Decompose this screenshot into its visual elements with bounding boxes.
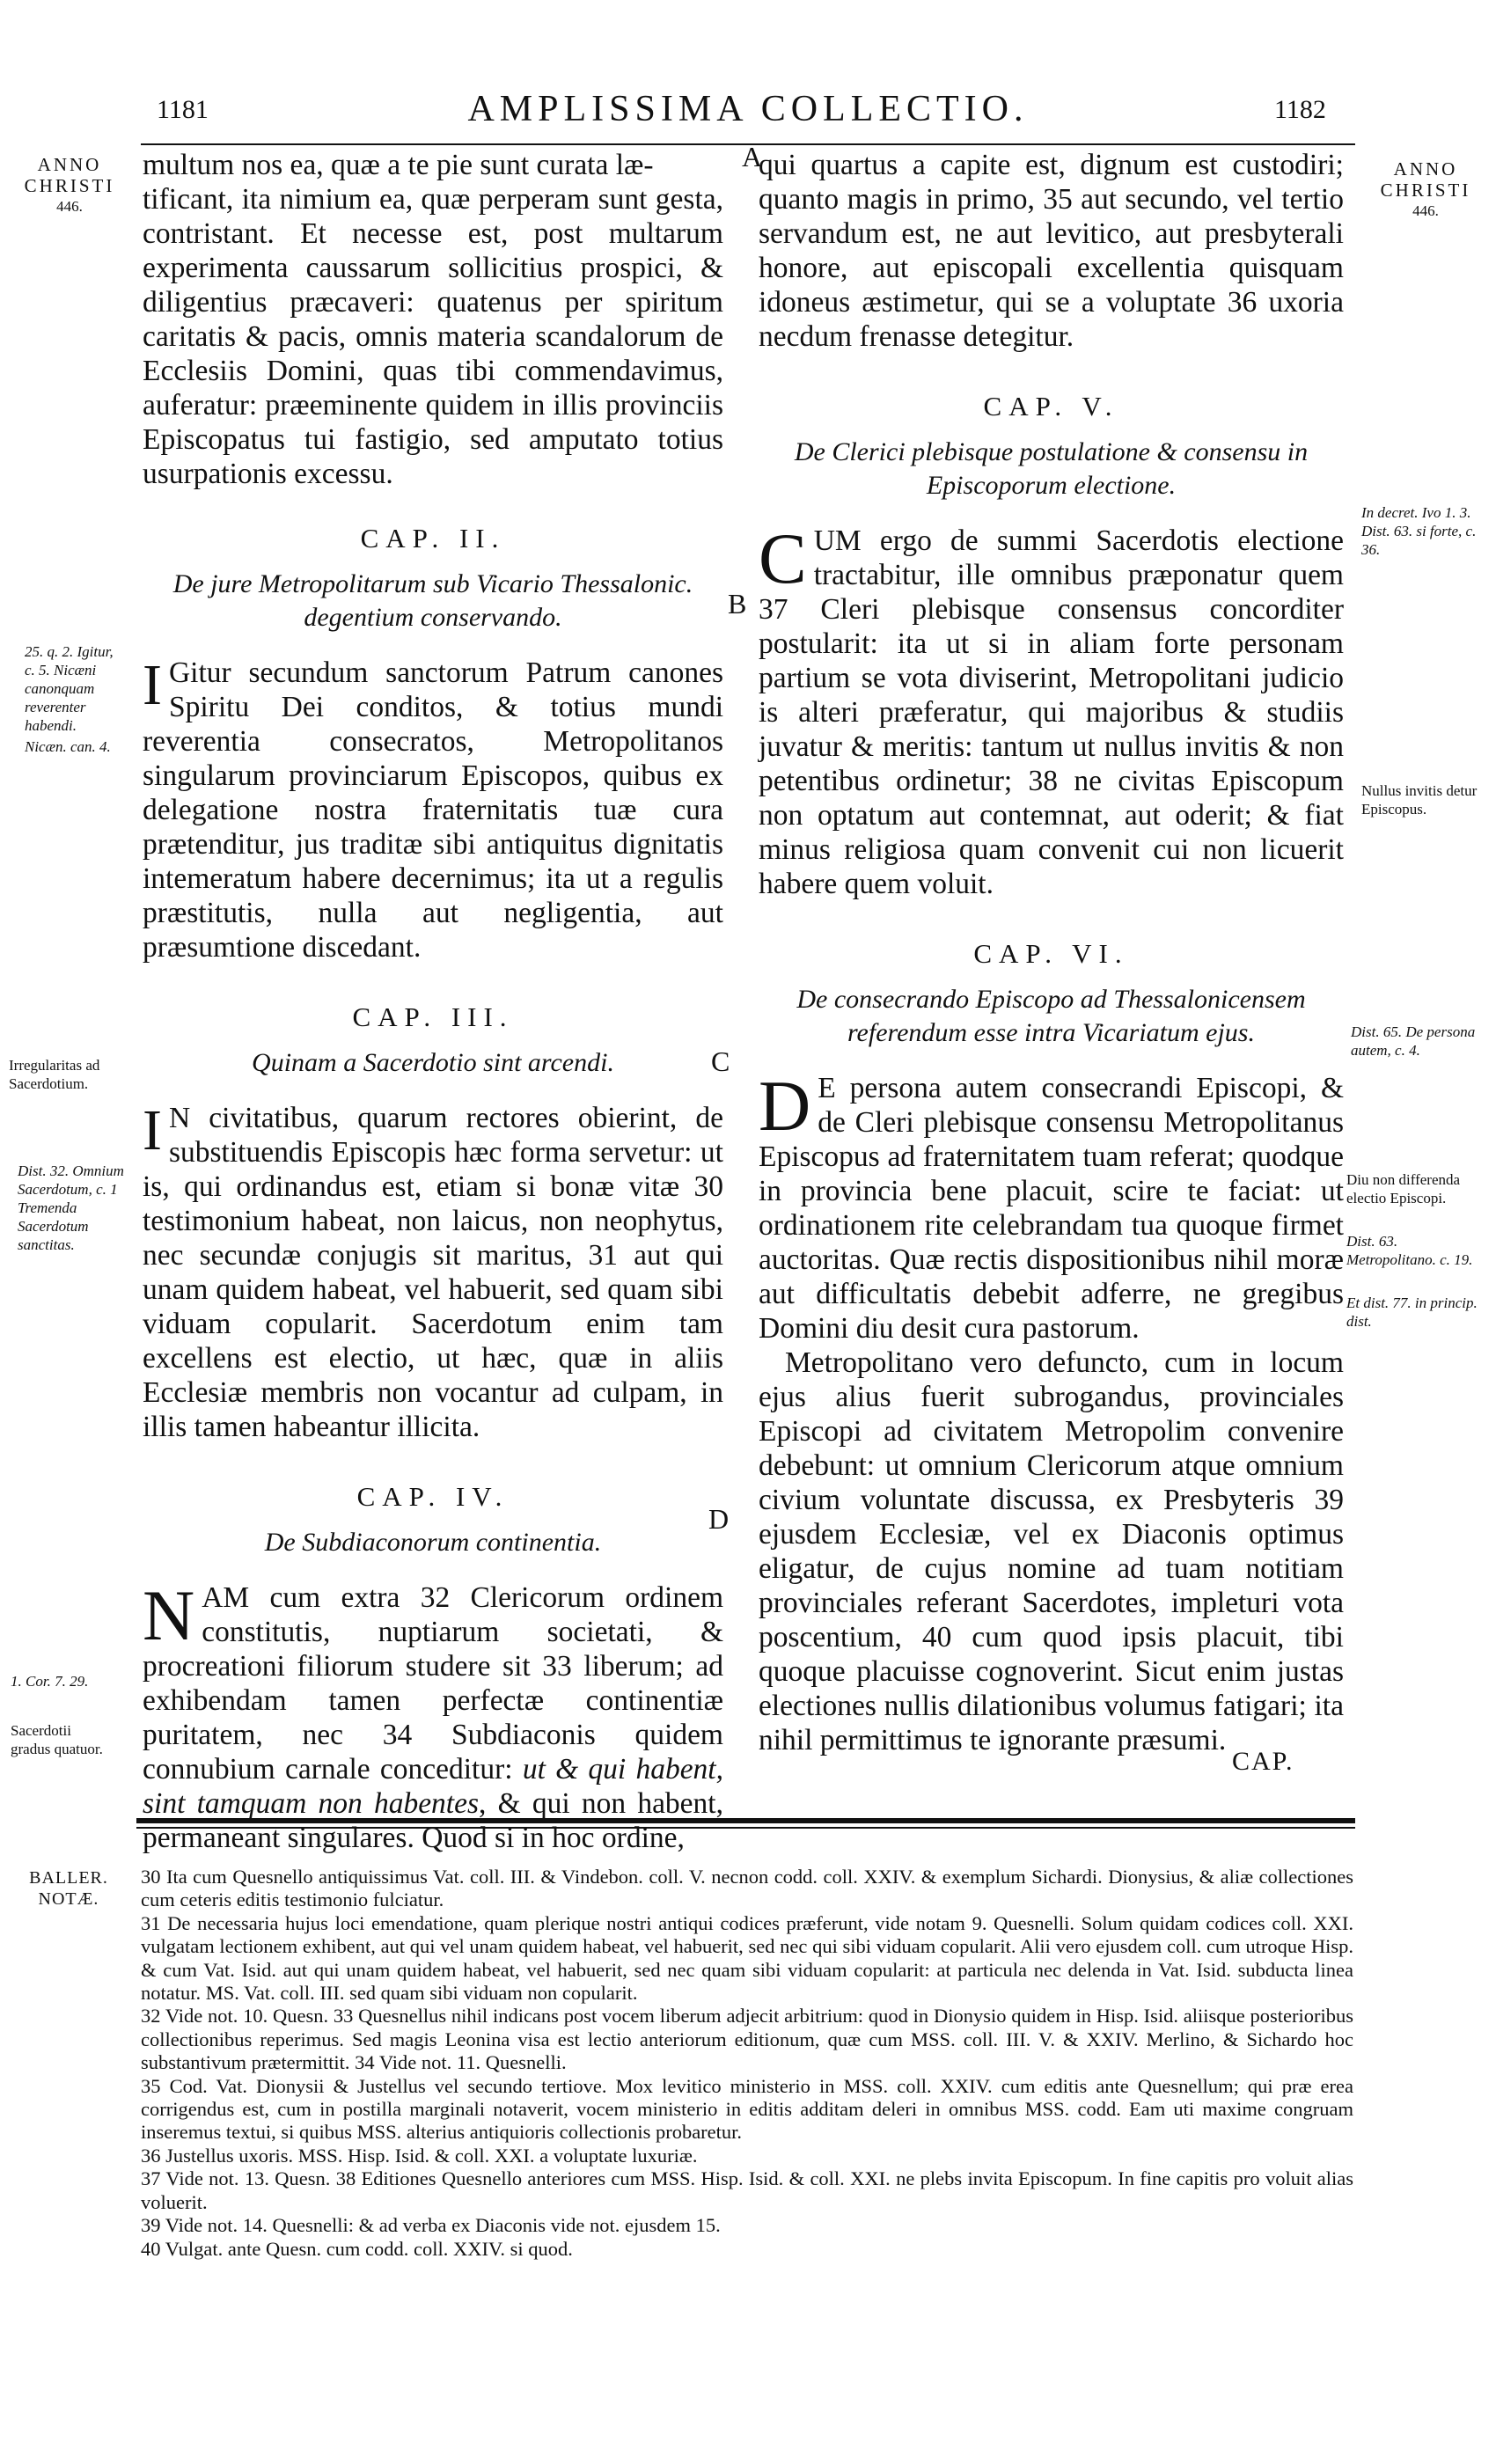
drop-cap: I [143,1098,162,1162]
margin-note: Irregularitas ad Sacerdotium. [9,1057,100,1092]
paragraph: qui quartus a capite est, dignum est custodiri; quanto magis in primo, 35 aut secundo, vel tertio servandum est, ne aut levitico, aut presbyterali honore, aut episcopali excellentia quisquam idoneus æstimetur, qui se a voluptate 36 uxoria necdum frenasse detegitur. [759,149,1344,353]
paragraph: E persona autem consecrandi Episcopi, & de Cleri plebisque consensu Metropolitanus Episcopus ad fraternitatem tuam referat; quodque in provincia bene placuit, scire te faciat: ut ordinationem rite celebrandam tua quoque firmet auctoritas. Quæ rectis dispositionibus nihil moræ aut difficultatis debebit adferre, ne gregibus Domini diu desit cura pastorum. [759,1072,1344,1345]
notes-label-line: NOTÆ. [38,1889,99,1909]
right-column [759,148,1344,1757]
margin-note: Et dist. 77. in princip. dist. [1346,1294,1478,1330]
italic-quote: ut & qui habent, sint tamquam non habentes [143,1753,723,1820]
column-letter: B [728,588,747,620]
left-column [143,148,723,1855]
page-number-right: 1182 [1274,95,1326,124]
paragraph: AM cum extra 32 Clericorum ordinem constitutis, nuptiarum societati, & procreationi filiorum studere sit 33 liberum; ad exhibendam tamen perfectæ continentiæ puritatem, nec 34 Subdiaconis quidem connubium carnale conceditur: [143,1581,723,1786]
drop-cap: C [759,518,807,598]
anno-label: ANNO [37,154,102,175]
column-letter: D [708,1503,730,1535]
paragraph: Gitur secundum sanctorum Patrum canones Spiritu Dei conditos, & totius mundi reverentia consecratos, Metropolitanos singularum provinciarum Episcopos, quibus ex delegatione nostra fraternitatis tuæ cura prætenditur, jus traditæ sibi antiquitus dignitatis intemeratum habere decernimus; ita ut a regulis præstitutis, nulla aut negligentia, aut præsumtione discedant. [143,656,723,964]
paragraph: multum nos ea, quæ a te pie sunt curata læ- [143,149,654,181]
margin-note: 25. q. 2. Igitur, c. 5. Nicæni canonquam reverenter habendi. [25,643,114,734]
margin-note: 1. Cor. 7. 29. [11,1673,89,1690]
footnote-rule-thin [136,1827,1355,1829]
catchword: CAP. [1232,1747,1294,1776]
anno-label: ANNO [1393,158,1458,180]
margin-note: Nullus invitis detur Episcopus. [1361,782,1478,818]
footnote: 39 Vide not. 14. Quesnelli: & ad verba ex Diaconis vide not. ejusdem 15. [141,2214,721,2237]
anno-year: 446. [56,198,83,215]
footnote-rule-thick [136,1818,1355,1823]
notes-label [7,1867,130,1910]
paragraph: , & qui non habent, permaneant singulares. Quod si in hoc ordine, [143,1787,723,1854]
chapter-heading: CAP. IV. [356,1481,510,1512]
paragraph: UM ergo de summi Sacerdotis electione tractabitur, ille omnibus præponatur quem 37 Cleri plebisque consensus concorditer postularit: ita ut si in aliam forte personam partium se vota diviserint, Metropolitani judicio is alteri præferatur, qui majoribus & studiis juvatur & meritis: tantum ut nullus invitis & non petentibus ordinetur; 38 ne civitas Episcopum non optatum aut contemnat, aut oderit; & fiat minus religiosa quam convenit cui non licuerit habere quem voluit. [759,524,1344,900]
chapter-subtitle: De Clerici plebisque postulatione & consensu in Episcoporum electione. [794,437,1309,500]
footnote: 30 Ita cum Quesnello antiquissimus Vat. coll. III. & Vindebon. coll. V. necnon codd. coll. XXIV. & exemplum Sichardi. Dionysius, & aliæ collectiones cum ceteris editis testimonio fulciatur. [141,1866,1353,1911]
anno-year: 446. [1412,202,1439,219]
anno-right [1355,158,1496,222]
footnote: 40 Vulgat. ante Quesn. cum codd. coll. XXIV. si quod. [141,2237,573,2260]
drop-cap: I [143,653,162,717]
margin-note: Sacerdotii gradus quatuor. [11,1722,103,1757]
anno-label: CHRISTI [24,175,115,196]
margin-note: Dist. 65. De persona autem, c. 4. [1351,1023,1476,1059]
margin-note: In decret. Ivo 1. 3. Dist. 63. si forte, c. 36. [1361,504,1477,558]
page-title: AMPLISSIMA COLLECTIO. [467,89,1029,129]
footnotes [141,1866,1353,2261]
margin-note: Nicæn. can. 4. [25,738,111,755]
margin-note: Diu non differenda electio Episcopi. [1346,1171,1461,1206]
column-letter: C [711,1045,730,1077]
footnote: 35 Cod. Vat. Dionysii & Justellus vel secundo tertiove. Mox levitico ministerio in MSS. coll. XXIV. cum editis ante Quesnellum; qui præ erea corrigendus est, cum in postilla marginali notaverit, vocem ministerio in editis additam deleri in omnibus MSS. codd. Eam uti maxime congruam inseremus textui, si quibus MSS. alterius antiquioris collectionis probaretur. [141,2074,1353,2144]
margin-note: Dist. 32. Omnium Sacerdotum, c. 1 Tremenda Sacerdotum sanctitas. [18,1162,124,1253]
chapter-heading: CAP. II. [360,523,506,554]
chapter-heading: CAP. VI. [973,938,1129,969]
chapter-subtitle: Quinam a Sacerdotio sint arcendi. [252,1048,614,1077]
anno-left [0,154,139,217]
footnote: 36 Justellus uxoris. MSS. Hisp. Isid. & coll. XXI. a voluptate luxuriæ. [141,2144,698,2167]
chapter-heading: CAP. III. [352,1001,514,1032]
page-number-left: 1181 [157,95,209,124]
drop-cap: N [143,1575,195,1655]
chapter-subtitle: De consecrando Episcopo ad Thessalonicensem referendum esse intra Vicariatum ejus. [796,985,1306,1047]
column-letter: A [742,141,763,172]
paragraph: tificant, ita nimium ea, quæ perperam sunt gesta, contristant. Et necesse est, post multarum experimenta caussarum sollicitius prospici, & diligentius præcaveri: quatenus per spiritum caritatis & pacis, omnis materia scandalorum de Ecclesiis Domini, quas tibi commendavimus, auferatur: præeminente quidem in illis provinciis Episcopatus tui fastigio, sed amputato totius usurpationis excessu. [143,183,723,490]
margin-note: Dist. 63. Metropolitano. c. 19. [1346,1233,1473,1268]
footnote: 31 De necessaria hujus loci emendatione, quam plerique nostri antiqui codices præferunt, vide notam 9. Quesnelli. Solum quidam codices coll. XXI. vulgatam lectionem exhibent, aut qui vel unam quidem habeat, vel habuerit, sed nec qui sibi viduam copularit. Alii vero ejusdem coll. cum utroque Hisp. & cum Vat. Isid. aut qui unam quidem habeat, vel habuerit, sed nec quam sibi viduam copularit: at particula nec delenda in Vat. Isid. subducta linea notatur. MS. Vat. coll. III. sed quam sibi viduam non copularit. [141,1911,1353,2005]
chapter-subtitle: De Subdiaconorum continentia. [264,1528,602,1557]
paragraph: N civitatibus, quarum rectores obierint, de substituendis Episcopis hæc forma servetur: ut is, qui ordinandus est, etiam si bonæ vitæ 30 testimonium habeat, non laicus, non neophytus, nec secundæ conjugis sit maritus, 31 aut qui unam quidem habeat, vel habuerit, sed quam sibi viduam copularit. Sacerdotum enim tam excellens est electio, ut hæc, quæ in aliis Ecclesiæ membris non vocantur ad culpam, in illis tamen habeantur illicita. [143,1102,723,1443]
drop-cap: D [759,1066,811,1146]
paragraph: Metropolitano vero defuncto, cum in locum ejus alius fuerit subrogandus, provinciales Episcopi ad civitatem Metropolim convenire debebunt: ut omnium Clericorum atque omnium civium voluntate discussa, ex Presbyteris 39 ejusdem Ecclesiæ, vel ex Diaconis optimus eligatur, de cujus nomine ad tuam notitiam provinciales referant Sacerdotes, impleturi vota poscentium, 40 cum quod ipsis placuit, tibi quoque placuisse cognoverint. Sicut enim justas electiones nullis dilationibus volumus fatigari; ita nihil permittimus te ignorante præsumi. [759,1346,1344,1756]
notes-label-line: BALLER. [29,1868,108,1888]
footnote: 37 Vide not. 13. Quesn. 38 Editiones Quesnello anteriores cum MSS. Hisp. Isid. & coll. XXI. ne plebs invita Episcopum. In fine capitis pro voluit alias voluerit. [141,2167,1353,2213]
chapter-subtitle: De jure Metropolitarum sub Vicario Thessalonic. degentium conservando. [172,569,693,632]
footnote: 32 Vide not. 10. Quesn. 33 Quesnellus nihil indicans post vocem liberum adjecit arbitrium: quod in Dionysio quidem in Hisp. Isid. aliisque posterioribus collectionibus reperimus. Sed magis Leonina visa est lectio anteriorum editionum, quæ cum MSS. coll. III. V. & XXIV. Merlino, & Sichardo hoc substantivum prætermittit. 34 Vide not. 11. Quesnelli. [141,2005,1353,2074]
anno-label: CHRISTI [1380,180,1471,201]
chapter-heading: CAP. V. [983,391,1119,422]
